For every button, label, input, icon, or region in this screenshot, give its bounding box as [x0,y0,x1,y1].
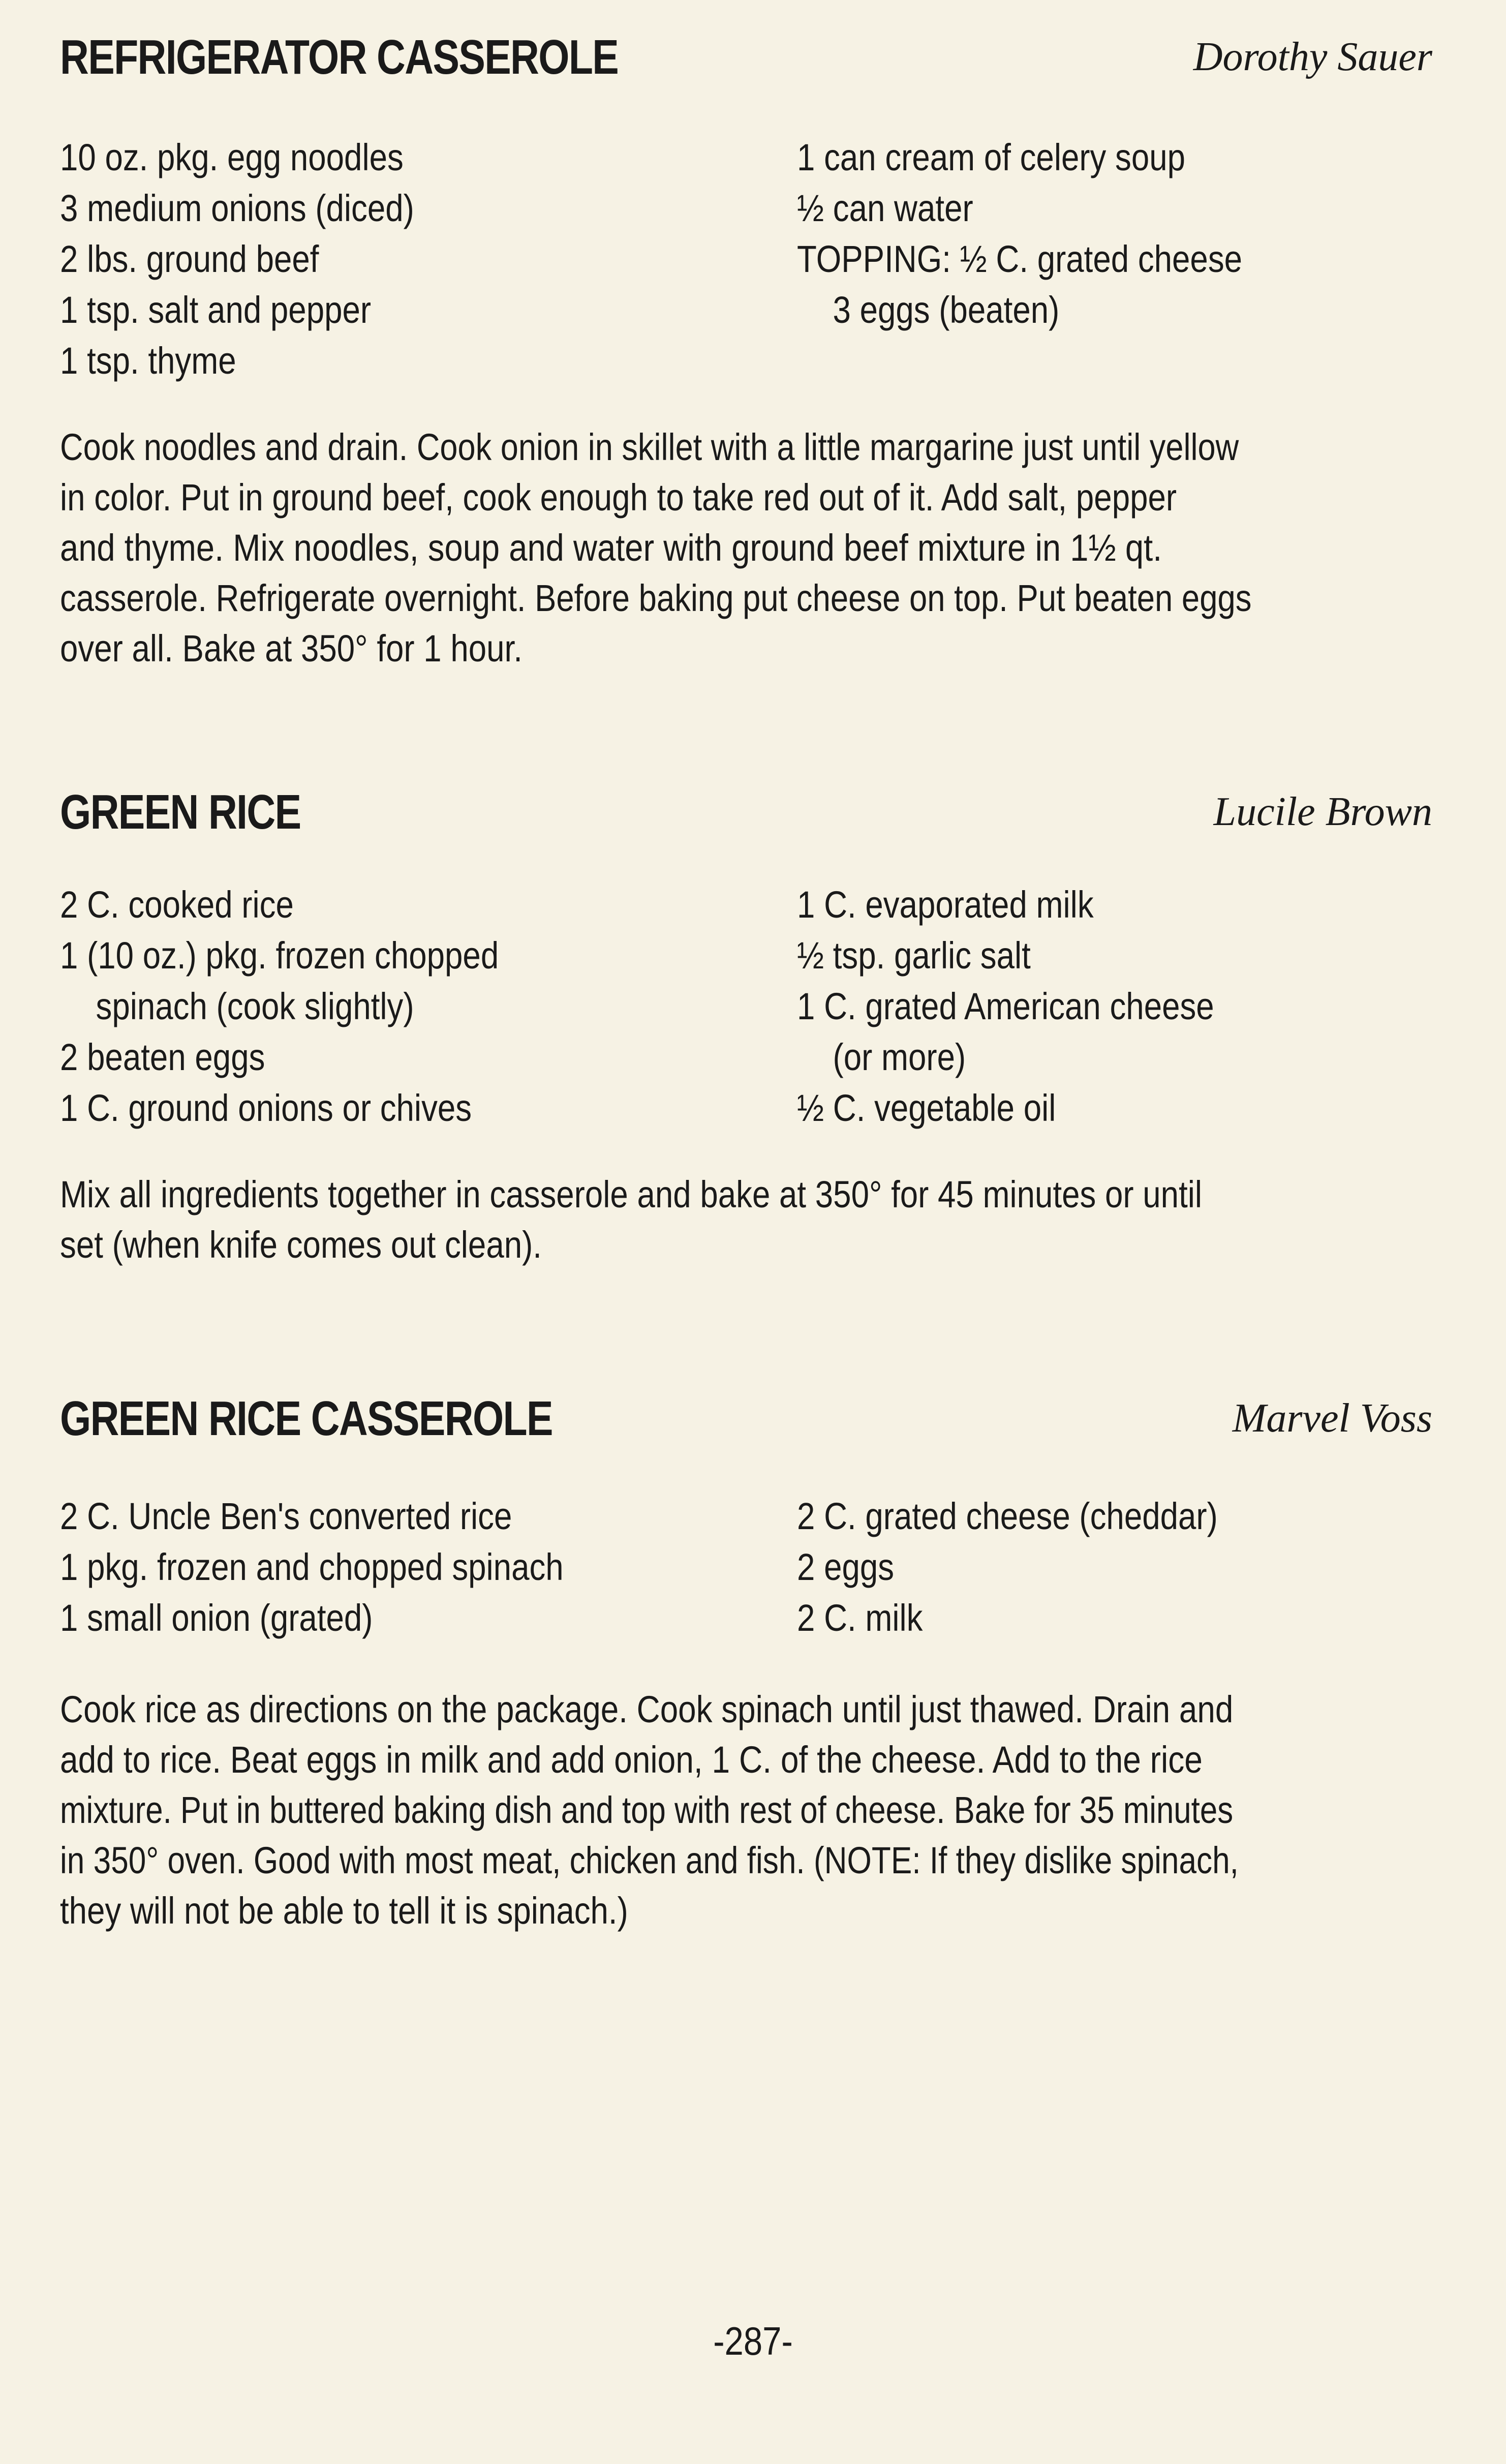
method-line: add to rice. Beat eggs in milk and add onion, 1 C. of the cheese. Add to the rice [60,1739,1203,1781]
ingredient: 3 eggs (beaten) [833,289,1060,331]
ingredient: 2 C. grated cheese (cheddar) [797,1495,1218,1537]
recipe-author: Dorothy Sauer [1193,35,1432,79]
recipe-title: REFRIGERATOR CASSEROLE [60,30,619,84]
ingredient-column-left [60,879,797,1134]
recipe-green-rice [60,785,1432,1270]
ingredient: (or more) [833,1036,966,1078]
method-line: set (when knife comes out clean). [60,1224,542,1266]
ingredient: ½ C. vegetable oil [797,1087,1056,1129]
ingredient: 1 C. evaporated milk [797,884,1094,926]
method-line: in color. Put in ground beef, cook enough to take red out of it. Add salt, pepper [60,476,1177,519]
method-line: mixture. Put in buttered baking dish and top with rest of cheese. Bake for 35 minutes [60,1789,1234,1831]
ingredient: TOPPING: ½ C. grated cheese [797,238,1243,280]
recipe-method [60,1684,1432,1936]
ingredient: 2 C. Uncle Ben's converted rice [60,1495,512,1537]
recipe-title: GREEN RICE CASSEROLE [60,1391,552,1446]
recipe-method [60,1169,1432,1270]
ingredient-list [60,1491,1432,1644]
ingredient: 2 eggs [797,1546,895,1588]
recipe-refrigerator-casserole [60,31,1432,674]
recipe-header [60,785,1432,846]
ingredient-list [60,132,1432,386]
ingredient: 1 C. grated American cheese [797,985,1214,1027]
method-line: casserole. Refrigerate overnight. Before baking put cheese on top. Put beaten eggs [60,577,1252,619]
ingredient: ½ tsp. garlic salt [797,934,1031,977]
ingredient: 1 (10 oz.) pkg. frozen chopped [60,934,499,977]
ingredient: 1 can cream of celery soup [797,136,1186,178]
ingredient-column-left [60,1491,797,1644]
ingredient: 2 lbs. ground beef [60,238,319,280]
recipe-author: Marvel Voss [1232,1396,1432,1441]
ingredient: 1 tsp. thyme [60,340,236,382]
recipe-header [60,1392,1432,1453]
ingredient: 1 pkg. frozen and chopped spinach [60,1546,564,1588]
method-line: in 350° oven. Good with most meat, chicken and fish. (NOTE: If they dislike spinach, [60,1839,1239,1881]
method-line: Cook rice as directions on the package. Cook spinach until just thawed. Drain and [60,1688,1234,1730]
ingredient: 3 medium onions (diced) [60,187,414,229]
page-number: -287- [713,2319,793,2363]
ingredient-column-right [797,132,1432,386]
recipe-author: Lucile Brown [1213,789,1432,834]
method-line: over all. Bake at 350° for 1 hour. [60,627,523,670]
method-line: Mix all ingredients together in casserole and bake at 350° for 45 minutes or until [60,1173,1203,1215]
ingredient: 1 tsp. salt and pepper [60,289,372,331]
ingredient: 10 oz. pkg. egg noodles [60,136,404,178]
ingredient: 1 C. ground onions or chives [60,1087,472,1129]
ingredient: 1 small onion (grated) [60,1597,373,1639]
ingredient: spinach (cook slightly) [96,985,414,1027]
method-line: Cook noodles and drain. Cook onion in skillet with a little margarine just until yellow [60,426,1239,468]
ingredient: 2 C. milk [797,1597,923,1639]
ingredient-column-right [797,1491,1432,1644]
recipe-method [60,422,1432,674]
ingredient: 2 beaten eggs [60,1036,265,1078]
ingredient-column-left [60,132,797,386]
recipe-green-rice-casserole [60,1392,1432,1936]
ingredient: 2 C. cooked rice [60,884,294,926]
recipe-title: GREEN RICE [60,785,301,839]
ingredient-column-right [797,879,1432,1134]
recipe-header [60,31,1432,92]
method-line: and thyme. Mix noodles, soup and water with ground beef mixture in 1½ qt. [60,527,1162,569]
method-line: they will not be able to tell it is spinach.) [60,1890,628,1932]
ingredient: ½ can water [797,187,973,229]
ingredient-list [60,879,1432,1134]
